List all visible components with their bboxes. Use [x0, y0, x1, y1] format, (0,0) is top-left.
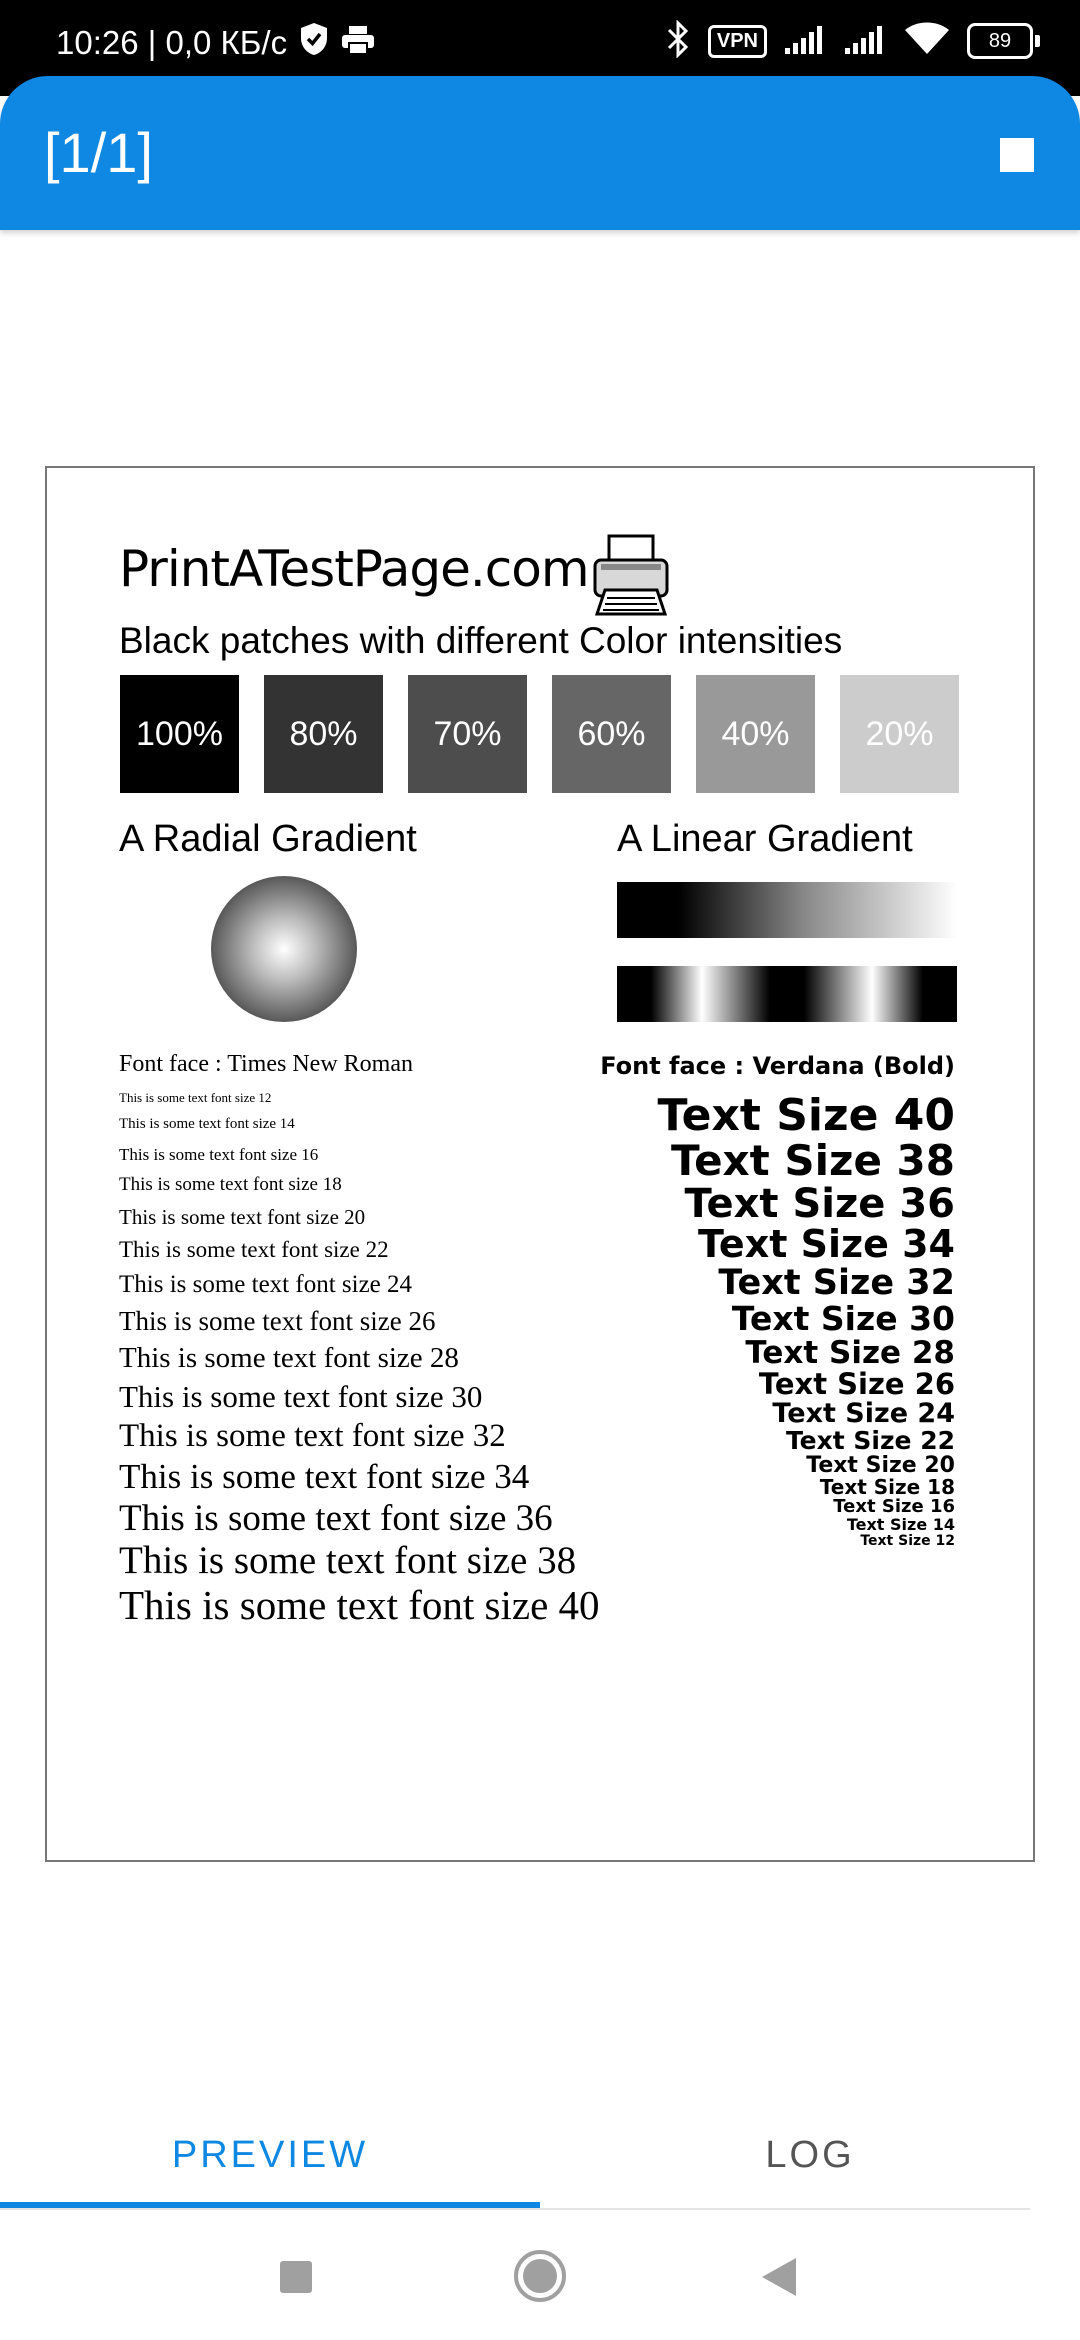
patch-label: 60% — [577, 714, 646, 753]
times-heading: Font face : Times New Roman — [119, 1051, 413, 1077]
times-sample: This is some text font size 26 — [119, 1305, 436, 1336]
times-sample: This is some text font size 28 — [119, 1342, 459, 1375]
verdana-font-samples — [600, 1054, 955, 1549]
back-button[interactable] — [762, 2258, 796, 2296]
verdana-sample: Text Size 18 — [819, 1475, 955, 1500]
times-sample: This is some text font size 38 — [119, 1539, 577, 1583]
times-sample: This is some text font size 20 — [119, 1205, 366, 1230]
signal-icon — [845, 24, 887, 58]
linear-gradient-bar — [617, 966, 957, 1022]
times-sample: This is some text font size 34 — [119, 1456, 530, 1496]
home-icon — [523, 2259, 557, 2293]
battery-level: 89 — [967, 23, 1033, 59]
verdana-heading: Font face : Verdana (Bold) — [600, 1052, 955, 1080]
linear-gradient-heading: A Linear Gradient — [617, 818, 913, 860]
verdana-sample: Text Size 28 — [745, 1334, 955, 1371]
verdana-sample: Text Size 30 — [731, 1299, 955, 1339]
status-right — [666, 20, 1040, 62]
shield-icon — [299, 22, 329, 64]
tab-bar — [0, 2100, 1080, 2210]
site-logo-text: PrintATestPage.com — [119, 540, 589, 598]
times-sample: This is some text font size 30 — [119, 1378, 483, 1414]
color-patches — [120, 675, 959, 793]
signal-icon — [785, 24, 827, 58]
printer-icon — [591, 534, 671, 622]
color-patch — [552, 675, 671, 793]
navigation-bar — [0, 2210, 1080, 2340]
bluetooth-icon — [666, 20, 690, 62]
color-patch — [408, 675, 527, 793]
home-button[interactable] — [514, 2250, 566, 2302]
color-patch — [264, 675, 383, 793]
wifi-icon — [905, 22, 949, 60]
verdana-sample: Text Size 36 — [684, 1181, 955, 1228]
page-counter-title: [1/1] — [44, 121, 153, 184]
times-sample: This is some text font size 18 — [119, 1174, 342, 1196]
patch-label: 70% — [433, 714, 502, 753]
times-sample: This is some text font size 14 — [119, 1115, 295, 1132]
stop-button[interactable] — [1000, 138, 1034, 172]
recent-apps-button[interactable] — [280, 2261, 312, 2293]
linear-gradient-bar — [617, 882, 957, 938]
times-sample: This is some text font size 40 — [119, 1582, 600, 1629]
patch-label: 20% — [865, 714, 934, 753]
times-sample: This is some text font size 16 — [119, 1144, 319, 1164]
times-sample: This is some text font size 24 — [119, 1270, 413, 1298]
times-sample: This is some text font size 36 — [119, 1497, 553, 1539]
status-left — [56, 22, 375, 64]
battery-icon — [967, 23, 1040, 59]
verdana-sample: Text Size 14 — [846, 1515, 955, 1535]
print-preview-page — [45, 466, 1035, 1862]
verdana-sample: Text Size 12 — [860, 1533, 955, 1550]
patch-label: 40% — [721, 714, 790, 753]
radial-gradient-heading: A Radial Gradient — [119, 818, 417, 860]
verdana-sample: Text Size 32 — [718, 1263, 955, 1304]
print-icon — [341, 24, 375, 62]
times-sample: This is some text font size 22 — [119, 1237, 389, 1263]
patch-label: 100% — [136, 714, 223, 753]
patches-heading: Black patches with different Color intensities — [119, 620, 843, 661]
verdana-sample: Text Size 20 — [806, 1453, 955, 1479]
color-patch — [840, 675, 959, 793]
times-sample: This is some text font size 32 — [119, 1418, 506, 1455]
verdana-sample: Text Size 38 — [671, 1136, 955, 1186]
times-font-samples — [119, 1052, 600, 1627]
app-bar — [0, 76, 1080, 230]
color-patch — [696, 675, 815, 793]
verdana-sample: Text Size 16 — [833, 1496, 955, 1518]
times-sample: This is some text font size 12 — [119, 1090, 272, 1106]
patch-label: 80% — [289, 714, 358, 753]
verdana-sample: Text Size 22 — [785, 1426, 955, 1456]
verdana-sample: Text Size 40 — [657, 1090, 955, 1142]
verdana-sample: Text Size 26 — [758, 1367, 955, 1402]
tab-preview[interactable]: PREVIEW — [171, 2133, 369, 2176]
verdana-sample: Text Size 34 — [698, 1222, 955, 1267]
color-patch — [120, 675, 239, 793]
tab-log[interactable]: LOG — [765, 2133, 855, 2176]
status-time-speed: 10:26 | 0,0 КБ/с — [56, 24, 288, 61]
verdana-sample: Text Size 24 — [772, 1397, 955, 1429]
vpn-badge: VPN — [708, 25, 767, 58]
radial-gradient-circle — [211, 876, 357, 1022]
